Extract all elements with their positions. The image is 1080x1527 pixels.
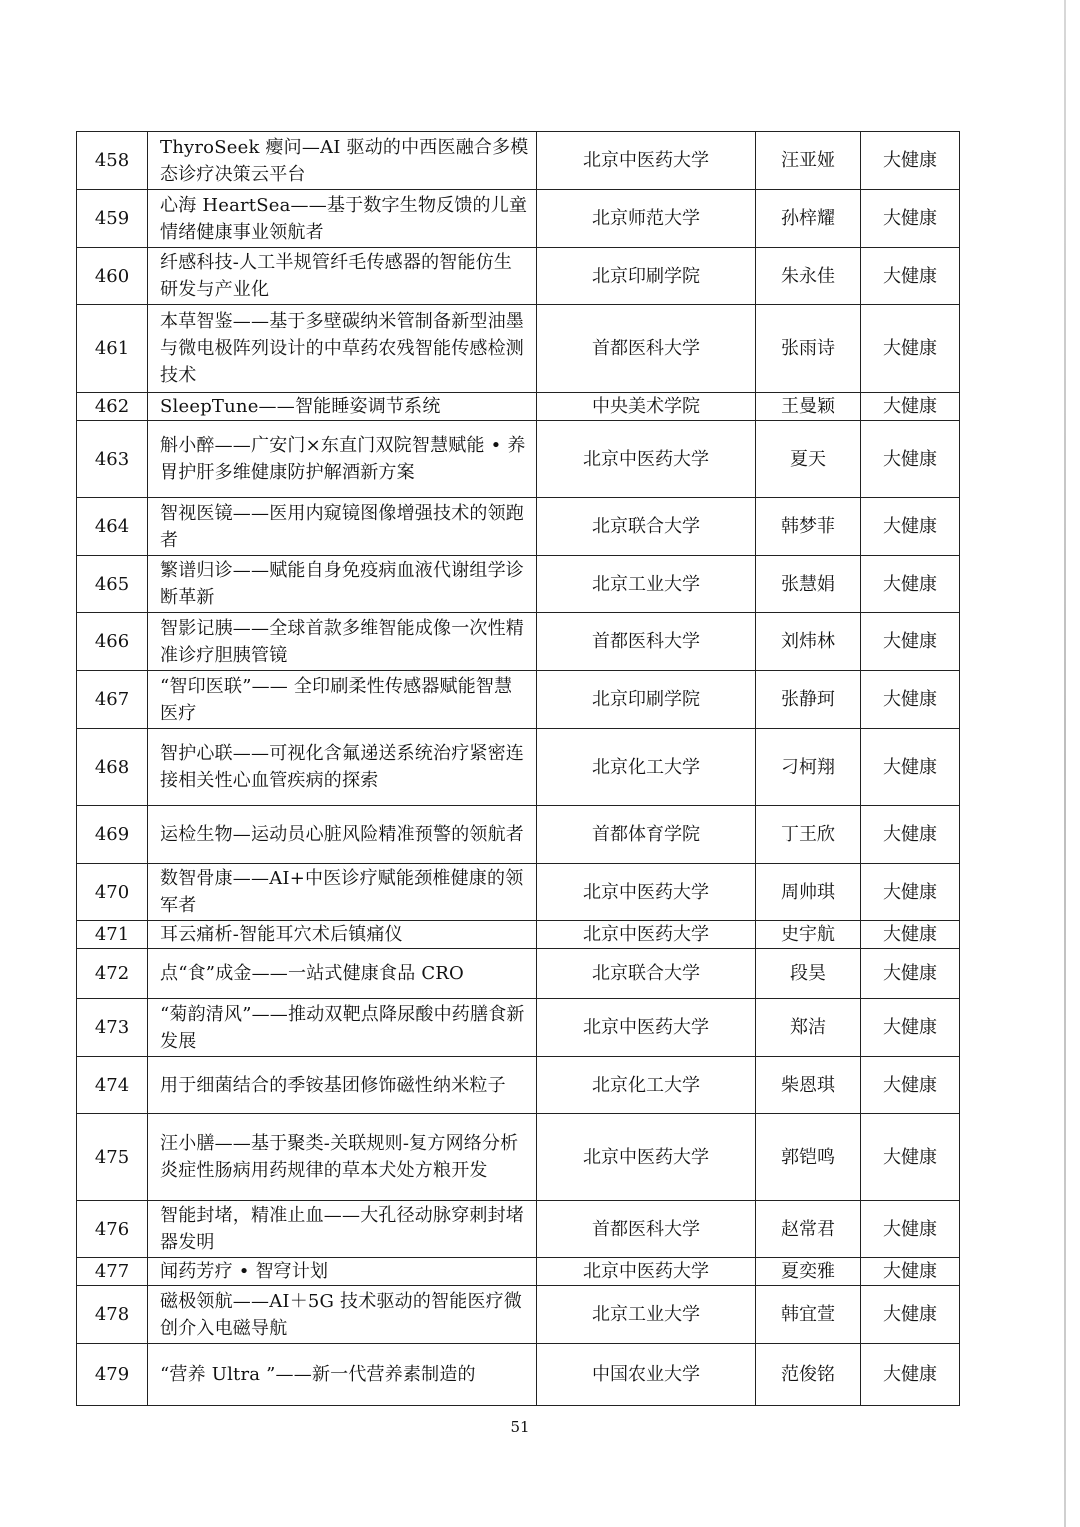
project-name: 智能封堵，精准止血——大孔径动脉穿刺封堵器发明 xyxy=(148,1201,537,1258)
table-row xyxy=(77,190,960,248)
category: 大健康 xyxy=(861,671,960,729)
row-number: 466 xyxy=(77,613,148,671)
table-body xyxy=(77,132,960,1406)
category: 大健康 xyxy=(861,1201,960,1258)
table-row xyxy=(77,671,960,729)
school-name: 北京印刷学院 xyxy=(537,671,756,729)
category: 大健康 xyxy=(861,248,960,305)
project-name: “营养 Ultra ”——新一代营养素制造的 xyxy=(148,1344,537,1406)
row-number: 471 xyxy=(77,921,148,949)
category: 大健康 xyxy=(861,1286,960,1344)
row-number: 472 xyxy=(77,949,148,999)
project-name: 数智骨康——AI+中医诊疗赋能颈椎健康的领军者 xyxy=(148,864,537,921)
table-row xyxy=(77,949,960,999)
project-table xyxy=(76,131,960,1406)
project-name: 汪小膳——基于聚类-关联规则-复方网络分析炎症性肠病用药规律的草本犬处方粮开发 xyxy=(148,1114,537,1201)
project-name: 点“食”成金——一站式健康食品 CRO xyxy=(148,949,537,999)
leader-name: 郭铠鸣 xyxy=(756,1114,861,1201)
row-number: 473 xyxy=(77,999,148,1057)
table-row xyxy=(77,613,960,671)
school-name: 北京中医药大学 xyxy=(537,421,756,498)
table-row xyxy=(77,864,960,921)
project-name: 磁极领航——AI＋5G 技术驱动的智能医疗微创介入电磁导航 xyxy=(148,1286,537,1344)
category: 大健康 xyxy=(861,806,960,864)
category: 大健康 xyxy=(861,949,960,999)
row-number: 477 xyxy=(77,1258,148,1286)
leader-name: 赵常君 xyxy=(756,1201,861,1258)
school-name: 首都体育学院 xyxy=(537,806,756,864)
school-name: 北京中医药大学 xyxy=(537,921,756,949)
category: 大健康 xyxy=(861,498,960,556)
project-name: “智印医联”—— 全印刷柔性传感器赋能智慧医疗 xyxy=(148,671,537,729)
row-number: 465 xyxy=(77,556,148,613)
category: 大健康 xyxy=(861,1114,960,1201)
table-row xyxy=(77,1114,960,1201)
leader-name: 夏天 xyxy=(756,421,861,498)
school-name: 北京师范大学 xyxy=(537,190,756,248)
project-name: 繁谱归诊——赋能自身免疫病血液代谢组学诊断革新 xyxy=(148,556,537,613)
leader-name: 韩梦菲 xyxy=(756,498,861,556)
leader-name: 周帅琪 xyxy=(756,864,861,921)
school-name: 中国农业大学 xyxy=(537,1344,756,1406)
row-number: 468 xyxy=(77,729,148,806)
page-number: 51 xyxy=(510,1418,530,1436)
category: 大健康 xyxy=(861,190,960,248)
project-name: “菊韵清风”——推动双靶点降尿酸中药膳食新发展 xyxy=(148,999,537,1057)
school-name: 中央美术学院 xyxy=(537,393,756,421)
row-number: 461 xyxy=(77,305,148,393)
leader-name: 汪亚娅 xyxy=(756,132,861,190)
category: 大健康 xyxy=(861,729,960,806)
school-name: 北京工业大学 xyxy=(537,556,756,613)
leader-name: 范俊铭 xyxy=(756,1344,861,1406)
scan-edge xyxy=(1064,0,1066,1527)
row-number: 464 xyxy=(77,498,148,556)
leader-name: 刁柯翔 xyxy=(756,729,861,806)
school-name: 北京中医药大学 xyxy=(537,1114,756,1201)
category: 大健康 xyxy=(861,132,960,190)
project-name: 智护心联——可视化含氟递送系统治疗紧密连接相关性心血管疾病的探索 xyxy=(148,729,537,806)
project-name: ThyroSeek 瘿问—AI 驱动的中西医融合多模态诊疗决策云平台 xyxy=(148,132,537,190)
project-name: 耳云痛析-智能耳穴术后镇痛仪 xyxy=(148,921,537,949)
table-row xyxy=(77,248,960,305)
row-number: 459 xyxy=(77,190,148,248)
leader-name: 丁王欣 xyxy=(756,806,861,864)
table-row xyxy=(77,1344,960,1406)
category: 大健康 xyxy=(861,393,960,421)
leader-name: 张雨诗 xyxy=(756,305,861,393)
category: 大健康 xyxy=(861,421,960,498)
leader-name: 王曼颖 xyxy=(756,393,861,421)
table-row xyxy=(77,999,960,1057)
row-number: 469 xyxy=(77,806,148,864)
table-row xyxy=(77,393,960,421)
leader-name: 郑洁 xyxy=(756,999,861,1057)
category: 大健康 xyxy=(861,1057,960,1114)
row-number: 462 xyxy=(77,393,148,421)
leader-name: 段昊 xyxy=(756,949,861,999)
project-name: 智影记胰——全球首款多维智能成像一次性精准诊疗胆胰管镜 xyxy=(148,613,537,671)
school-name: 首都医科大学 xyxy=(537,305,756,393)
category: 大健康 xyxy=(861,999,960,1057)
category: 大健康 xyxy=(861,1258,960,1286)
project-name: 运检生物—运动员心脏风险精准预警的领航者 xyxy=(148,806,537,864)
table-row xyxy=(77,305,960,393)
leader-name: 柴恩琪 xyxy=(756,1057,861,1114)
school-name: 北京联合大学 xyxy=(537,949,756,999)
project-name: 本草智鉴——基于多壁碳纳米管制备新型油墨与微电极阵列设计的中草药农残智能传感检测技术 xyxy=(148,305,537,393)
leader-name: 夏奕雅 xyxy=(756,1258,861,1286)
category: 大健康 xyxy=(861,613,960,671)
table-row xyxy=(77,421,960,498)
school-name: 北京中医药大学 xyxy=(537,864,756,921)
row-number: 475 xyxy=(77,1114,148,1201)
school-name: 北京中医药大学 xyxy=(537,999,756,1057)
school-name: 首都医科大学 xyxy=(537,613,756,671)
table-row xyxy=(77,1057,960,1114)
table-row xyxy=(77,729,960,806)
category: 大健康 xyxy=(861,305,960,393)
project-name: 闻药芳疗 • 智穹计划 xyxy=(148,1258,537,1286)
row-number: 479 xyxy=(77,1344,148,1406)
row-number: 467 xyxy=(77,671,148,729)
school-name: 北京工业大学 xyxy=(537,1286,756,1344)
category: 大健康 xyxy=(861,864,960,921)
school-name: 北京联合大学 xyxy=(537,498,756,556)
school-name: 北京化工大学 xyxy=(537,729,756,806)
category: 大健康 xyxy=(861,556,960,613)
project-name: SleepTune——智能睡姿调节系统 xyxy=(148,393,537,421)
row-number: 478 xyxy=(77,1286,148,1344)
table-row xyxy=(77,806,960,864)
leader-name: 史宇航 xyxy=(756,921,861,949)
row-number: 474 xyxy=(77,1057,148,1114)
school-name: 北京化工大学 xyxy=(537,1057,756,1114)
project-name: 心海 HeartSea——基于数字生物反馈的儿童情绪健康事业领航者 xyxy=(148,190,537,248)
leader-name: 张慧娟 xyxy=(756,556,861,613)
category: 大健康 xyxy=(861,921,960,949)
leader-name: 朱永佳 xyxy=(756,248,861,305)
school-name: 北京印刷学院 xyxy=(537,248,756,305)
table-row xyxy=(77,556,960,613)
row-number: 470 xyxy=(77,864,148,921)
row-number: 463 xyxy=(77,421,148,498)
school-name: 首都医科大学 xyxy=(537,1201,756,1258)
project-name: 斛小醉——广安门×东直门双院智慧赋能 • 养胃护肝多维健康防护解酒新方案 xyxy=(148,421,537,498)
category: 大健康 xyxy=(861,1344,960,1406)
table-row xyxy=(77,498,960,556)
project-name: 纤感科技-人工半规管纤毛传感器的智能仿生研发与产业化 xyxy=(148,248,537,305)
project-name: 智视医镜——医用内窥镜图像增强技术的领跑者 xyxy=(148,498,537,556)
row-number: 476 xyxy=(77,1201,148,1258)
school-name: 北京中医药大学 xyxy=(537,1258,756,1286)
leader-name: 孙梓耀 xyxy=(756,190,861,248)
table-row xyxy=(77,921,960,949)
leader-name: 韩宜萱 xyxy=(756,1286,861,1344)
row-number: 460 xyxy=(77,248,148,305)
leader-name: 刘炜林 xyxy=(756,613,861,671)
project-name: 用于细菌结合的季铵基团修饰磁性纳米粒子 xyxy=(148,1057,537,1114)
table-row xyxy=(77,1201,960,1258)
leader-name: 张静珂 xyxy=(756,671,861,729)
table-row xyxy=(77,1258,960,1286)
table-row xyxy=(77,132,960,190)
table-row xyxy=(77,1286,960,1344)
school-name: 北京中医药大学 xyxy=(537,132,756,190)
row-number: 458 xyxy=(77,132,148,190)
